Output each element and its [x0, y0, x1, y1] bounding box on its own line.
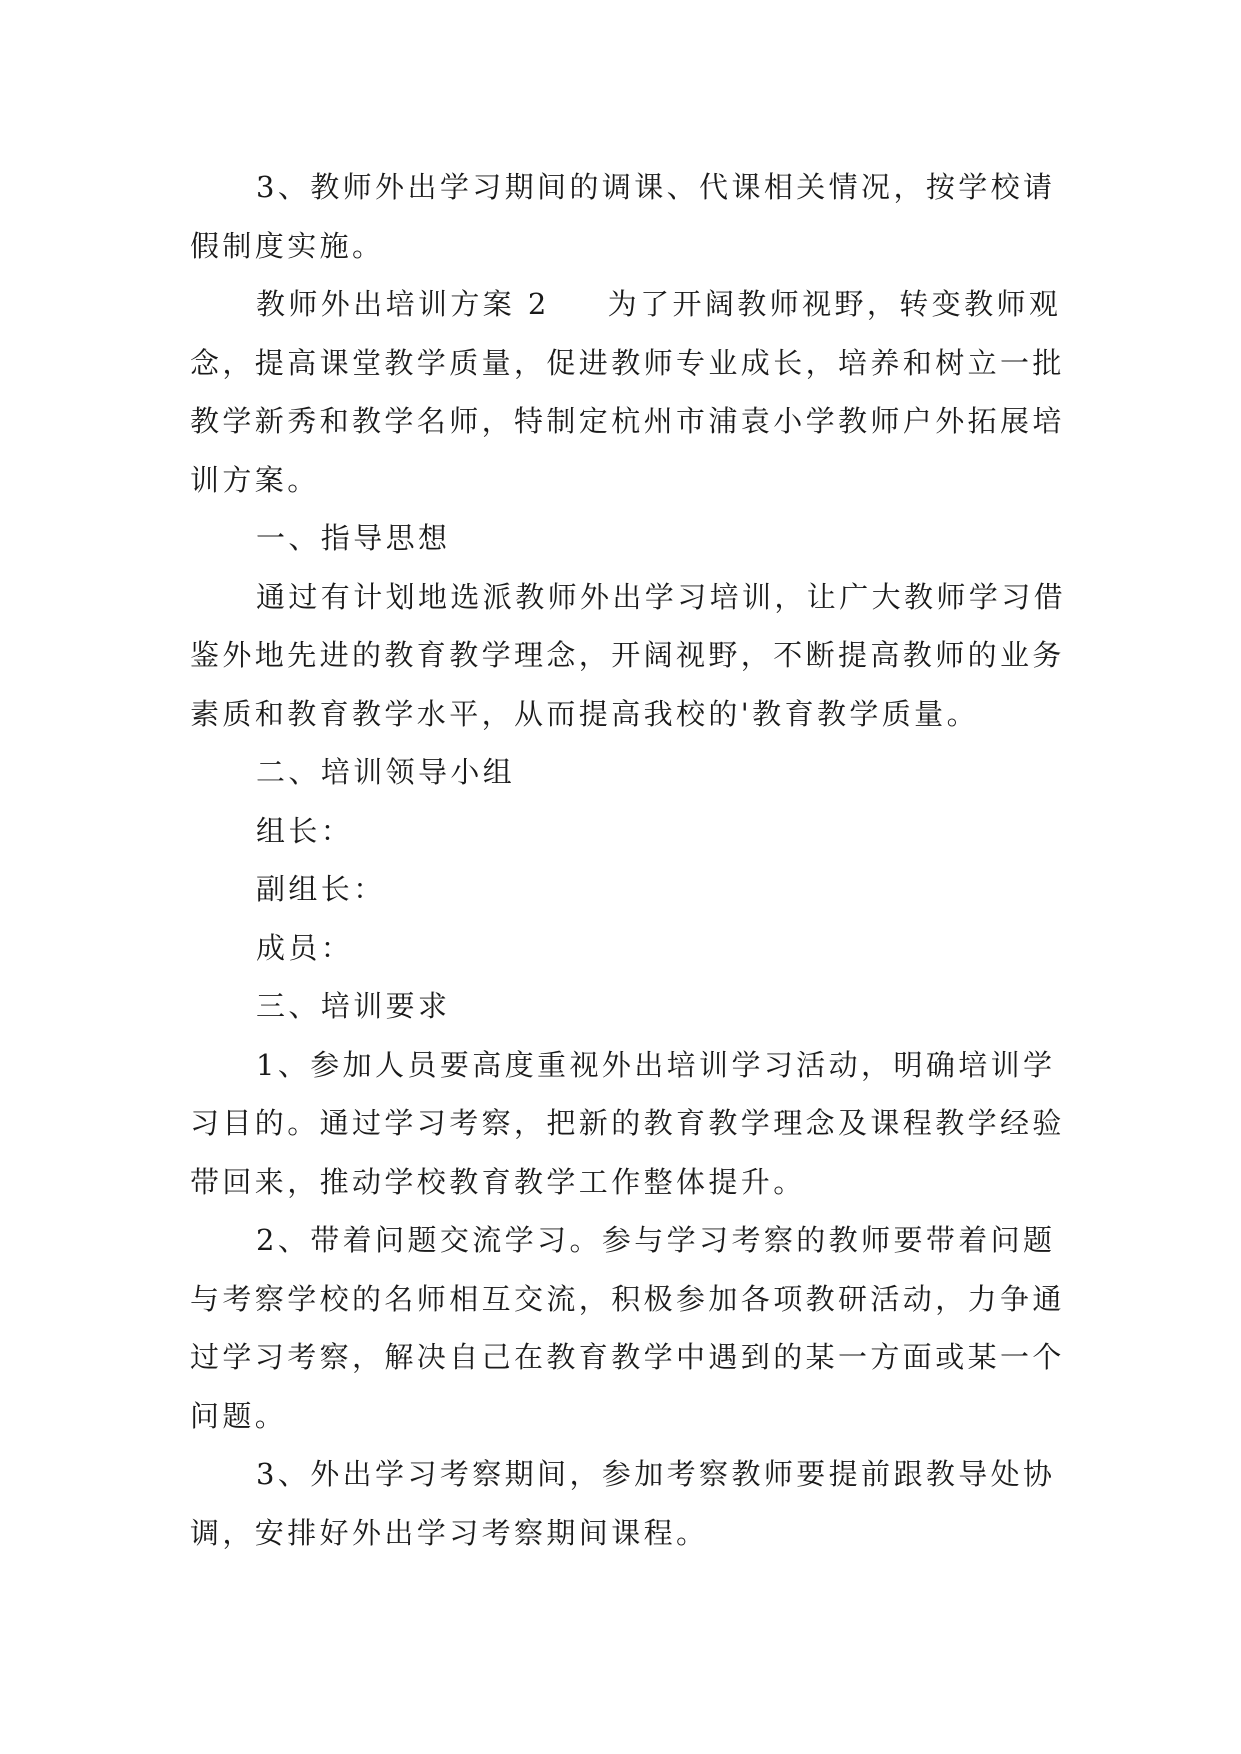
document-body — [190, 158, 1070, 1562]
requirement-1: 1、参加人员要高度重视外出培训学习活动，明确培训学习目的。通过学习考察，把新的教育教学理念及课程教学经验带回来，推动学校教育教学工作整体提升。 — [190, 1047, 1065, 1199]
requirement-3: 3、外出学习考察期间，参加考察教师要提前跟教导处协调，安排好外出学习考察期间课程。 — [190, 1457, 1056, 1550]
section2-title: 教师外出培训方案 2 — [256, 287, 550, 321]
line-members: 成员： — [256, 930, 354, 965]
line-deputy-leader: 副组长： — [256, 872, 386, 906]
requirement-2: 2、带着问题交流学习。参与学习考察的教师要带着问题与考察学校的名师相互交流，积极参加各项教研活动，力争通过学习考察，解决自己在教育教学中遇到的某一方面或某一个问题。 — [190, 1223, 1065, 1433]
heading-training-requirements: 三、培训要求 — [256, 989, 451, 1023]
paragraph-section2-intro — [190, 275, 1070, 509]
paragraph-scheduling: 3、教师外出学习期间的调课、代课相关情况，按学校请假制度实施。 — [190, 170, 1056, 263]
line-group-leader: 组长： — [256, 813, 354, 848]
heading-leadership-group: 二、培训领导小组 — [256, 755, 516, 789]
paragraph-guiding-ideology: 通过有计划地选派教师外出学习培训，让广大教师学习借鉴外地先进的教育教学理念，开阔视野，不断提高教师的业务素质和教育教学水平，从而提高我校的'教育教学质量。 — [190, 579, 1067, 731]
section2-intro-text: 为了开阔教师视野，转变教师观念，提高课堂教学质量，促进教师专业成长，培养和树立一批教学新秀和教学名师，特制定杭州市浦袁小学教师户外拓展培训方案。 — [190, 287, 1065, 497]
heading-guiding-ideology: 一、指导思想 — [256, 521, 451, 555]
